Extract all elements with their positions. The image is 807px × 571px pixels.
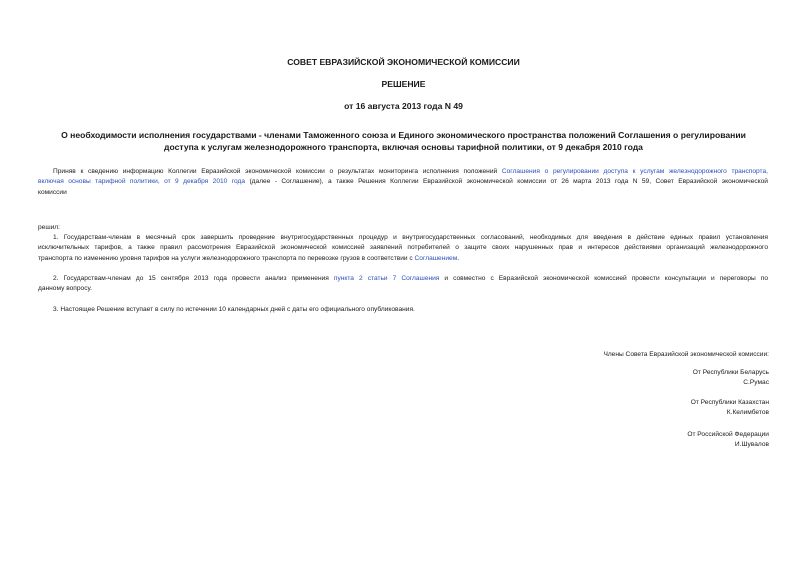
item-2-line-1-text: 2. Государствам-членам до 15 сентября 2013 года провести анализ применения (53, 275, 334, 282)
preamble-text-3: комиссии (38, 188, 67, 196)
signatures-heading: Члены Совета Евразийской экономической комиссии: (603, 351, 769, 358)
item-2-line-1-end: и совместно с Евразийской экономической комиссией провести консультации и переговоры по (439, 275, 769, 282)
decided-label: решил: (38, 224, 60, 231)
preamble-paragraph (38, 167, 768, 198)
signature-name: И.Шувалов (734, 441, 769, 449)
header-date-number: от 16 августа 2013 года N 49 (344, 101, 463, 111)
item-3-line: 3. Настоящее Решение вступает в силу по истечении 10 календарных дней с даты его официального опубликования. (53, 306, 415, 313)
signature-block-kazakhstan (691, 398, 769, 419)
item-2-line-2: данному вопросу. (38, 285, 92, 293)
agreement-link-part-2[interactable]: включая основы тарифной политики, от 9 декабря 2010 года (38, 178, 246, 186)
item-1-line-3-text: транспорта по изменению уровня тарифов на услуги железнодорожного транспорта по перевозке грузов в соответствии с (38, 254, 415, 262)
header-doc-type: РЕШЕНИЕ (381, 79, 426, 89)
item-1-paragraph (38, 233, 768, 264)
agreement-link-part-1[interactable]: Соглашения о регулировании доступа к услугам железнодорожного транспорта, (501, 168, 768, 175)
signature-name: К.Келимбетов (726, 409, 769, 417)
header-org: СОВЕТ ЕВРАЗИЙСКОЙ ЭКОНОМИЧЕСКОЙ КОМИССИИ (287, 57, 520, 67)
signature-block-russia (687, 430, 769, 451)
item-1-line-1: 1. Государствам-членам в месячный срок завершить проведение внутригосударственных процедур и внутригосударственных согласований, необходимых для введения в действие единых правил установления (53, 234, 768, 241)
preamble-text-1: Приняв к сведению информацию Коллегии Евразийской экономической комиссии о результатах мониторинга исполнения положений (53, 168, 502, 175)
signature-block-belarus (693, 368, 769, 389)
item-1-line-3-end: . (457, 254, 460, 262)
signature-country: От Российской Федерации (687, 431, 769, 438)
agreement-link-item-1[interactable]: Соглашением (414, 254, 458, 262)
title-line-2: доступа к услугам железнодорожного транспорта, включая основы тарифной политики, от 9 декабря 2010 года (164, 141, 643, 152)
document-title (20, 130, 787, 153)
preamble-text-2: (далее - Соглашение), а также Решения Коллегии Евразийской экономической комиссии от 26 марта 2013 года N 59, Совет Евразийской экономической (245, 178, 768, 186)
signature-name: С.Румас (743, 379, 769, 387)
item-1-line-2: исключительных тарифов, а также правил рассмотрения Евразийской экономической комиссией заявлений потребителей о защите своих нарушенных прав и интересов действиями организаций железнодорожного (38, 244, 768, 252)
item-3-paragraph (38, 305, 768, 315)
signature-country: От Республики Беларусь (692, 369, 769, 376)
signature-country: От Республики Казахстан (690, 399, 769, 406)
title-line-1: О необходимости исполнения государствами - членами Таможенного союза и Единого экономического пространства положений Соглашения о регулировании (61, 130, 746, 140)
item-2-paragraph (38, 274, 768, 295)
article-link-item-2[interactable]: пункта 2 статьи 7 Соглашения (333, 275, 440, 282)
